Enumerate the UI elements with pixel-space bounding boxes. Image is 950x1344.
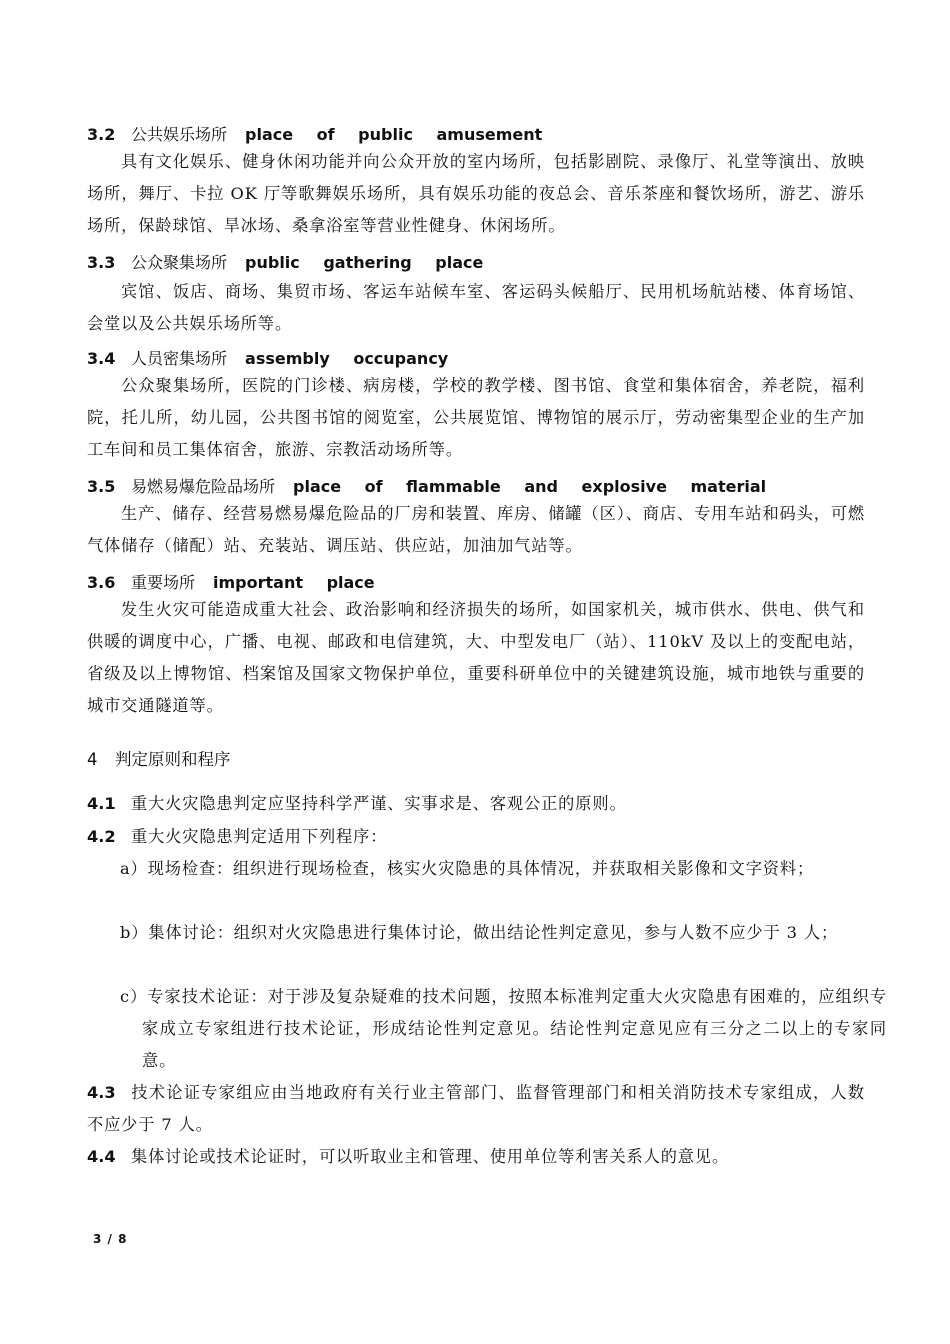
clause-text: 技术论证专家组应由当地政府有关行业主管部门、监督管理部门和相关消防技术专家组成，人数不应少于 7 人。: [87, 1083, 865, 1134]
term-heading-3-5: [87, 474, 766, 497]
term-en: important place: [213, 573, 375, 592]
clause-number: 4.2: [87, 827, 116, 846]
clause-4-2: [87, 821, 865, 853]
procedure-item-a: [120, 853, 887, 885]
term-zh: 重要场所: [131, 573, 196, 592]
term-zh: 人员密集场所: [131, 349, 228, 368]
term-definition-3-2: 具有文化娱乐、健身休闲功能并向公众开放的室内场所，包括影剧院、录像厅、礼堂等演出、放映场所，舞厅、卡拉 OK 厅等歌舞娱乐场所，具有娱乐功能的夜总会、音乐茶座和餐饮场所，游艺、游乐场所，保龄球馆、旱冰场、桑拿浴室等营业性健身、休闲场所。: [87, 152, 865, 235]
clause-text: 重大火灾隐患判定适用下列程序：: [131, 827, 388, 846]
section-heading-4: [87, 746, 231, 770]
procedure-text: 现场检查：组织进行现场检查，核实火灾隐患的具体情况，并获取相关影像和文字资料；: [147, 859, 815, 878]
procedure-text: 专家技术论证：对于涉及复杂疑难的技术问题，按照本标准判定重大火灾隐患有困难的，应组织专家成立专家组进行技术论证，形成结论性判定意见。结论性判定意见应有三分之二以上的专家同意。: [142, 987, 887, 1070]
clause-number: 4.1: [87, 794, 116, 813]
clause-text: 重大火灾隐患判定应坚持科学严谨、实事求是、客观公正的原则。: [131, 794, 627, 813]
term-number: 3.3: [87, 253, 116, 272]
term-definition-3-5: 生产、储存、经营易燃易爆危险品的厂房和装置、库房、储罐（区）、商店、专用车站和码头，可燃气体储存（储配）站、充装站、调压站、供应站，加油加气站等。: [87, 504, 865, 555]
procedure-text: 集体讨论：组织对火灾隐患进行集体讨论，做出结论性判定意见，参与人数不应少于 3 人；: [148, 923, 839, 942]
term-heading-3-3: [87, 250, 483, 273]
term-en: place of flammable and explosive material: [293, 477, 767, 496]
term-zh: 公众聚集场所: [131, 253, 228, 272]
term-heading-3-4: [87, 346, 448, 369]
term-number: 3.2: [87, 125, 116, 144]
term-zh: 易燃易爆危险品场所: [131, 477, 276, 496]
clause-4-4: [87, 1141, 865, 1173]
term-en: place of public amusement: [245, 125, 543, 144]
clause-4-1: [87, 788, 865, 820]
term-definition-3-4: 公众聚集场所，医院的门诊楼、病房楼，学校的教学楼、图书馆、食堂和集体宿舍，养老院，福利院，托儿所，幼儿园，公共图书馆的阅览室，公共展览馆、博物馆的展示厅，劳动密集型企业的生产加工车间和员工集体宿舍，旅游、宗教活动场所等。: [87, 376, 865, 459]
procedure-marker: b）: [120, 923, 149, 942]
page-number: 3 / 8: [93, 1232, 128, 1246]
clause-text: 集体讨论或技术论证时，可以听取业主和管理、使用单位等利害关系人的意见。: [131, 1147, 730, 1166]
clause-4-3: [87, 1077, 865, 1141]
term-heading-3-2: [87, 122, 542, 145]
term-number: 3.6: [87, 573, 116, 592]
procedure-marker: c）: [120, 987, 148, 1006]
term-zh: 公共娱乐场所: [131, 125, 228, 144]
term-en: assembly occupancy: [245, 349, 449, 368]
term-number: 3.4: [87, 349, 116, 368]
clause-number: 4.4: [87, 1147, 116, 1166]
term-definition-3-6: 发生火灾可能造成重大社会、政治影响和经济损失的场所，如国家机关，城市供水、供电、供气和供暖的调度中心，广播、电视、邮政和电信建筑，大、中型发电厂（站）、110kV 及以上的变配电站，省级及以上博物馆、档案馆及国家文物保护单位，重要科研单位中的关键建筑设施，城市地铁与重要的城市交通隧道等。: [87, 600, 865, 715]
section-title: 判定原则和程序: [115, 750, 231, 769]
section-number: 4: [87, 750, 98, 769]
term-number: 3.5: [87, 477, 116, 496]
term-en: public gathering place: [245, 253, 484, 272]
term-heading-3-6: [87, 570, 375, 593]
procedure-item-b: [120, 917, 887, 949]
term-definition-3-3: 宾馆、饭店、商场、集贸市场、客运车站候车室、客运码头候船厅、民用机场航站楼、体育场馆、会堂以及公共娱乐场所等。: [87, 282, 865, 333]
procedure-item-c: [120, 981, 887, 1077]
procedure-marker: a）: [120, 859, 148, 878]
clause-number: 4.3: [87, 1083, 116, 1102]
